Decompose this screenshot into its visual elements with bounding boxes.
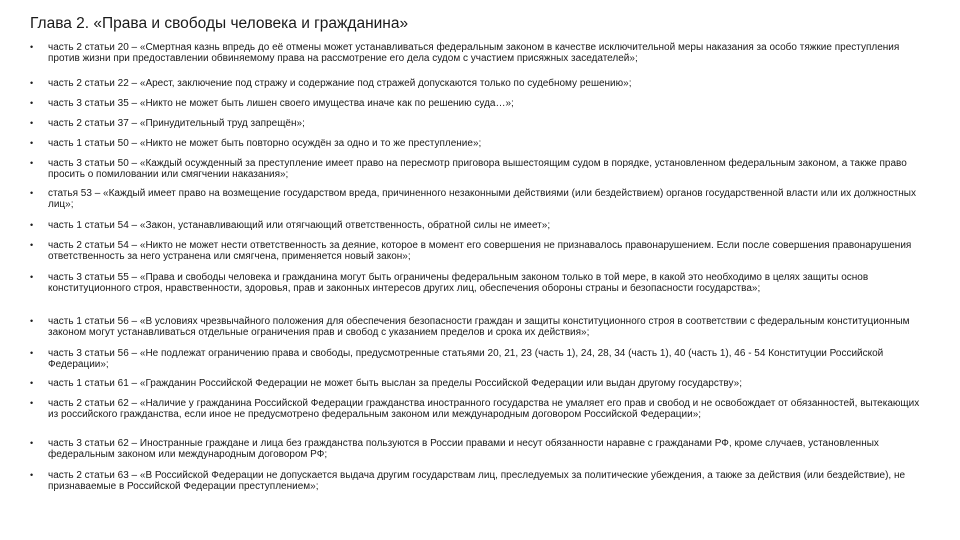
bullet-icon: •	[30, 240, 34, 250]
list-item-text: часть 3 статьи 56 – «Не подлежат ограничению права и свободы, предусмотренные статьями 20, 21, 23 (часть 1), 24, 28, 34 (часть 1), 40 (часть 1), 46 - 54 Конституции Российской Федерации»;	[48, 348, 884, 370]
list-item	[30, 78, 920, 98]
list-item	[30, 220, 920, 240]
bullet-icon: •	[30, 438, 34, 448]
article-list	[30, 42, 920, 498]
list-item	[30, 42, 920, 78]
list-item-text: часть 2 статьи 22 – «Арест, заключение под стражу и содержание под стражей допускаются только по судебному решению»;	[48, 78, 632, 89]
list-item-text: часть 1 статьи 54 – «Закон, устанавливающий или отягчающий ответственность, обратной силы не имеет»;	[48, 220, 551, 231]
list-item	[30, 240, 920, 272]
list-item-text: часть 1 статьи 61 – «Гражданин Российской Федерации не может быть выслан за пределы Российской Федерации или выдан другому государству»;	[48, 378, 742, 389]
list-item-text: часть 2 статьи 54 – «Никто не может нести ответственность за деяние, которое в момент его совершения не признавалось правонарушением. Если после совершения правонарушения ответственность за него устранена или смягчена, применяется новый закон»;	[48, 240, 912, 262]
bullet-icon: •	[30, 272, 34, 282]
bullet-icon: •	[30, 220, 34, 230]
list-item	[30, 188, 920, 220]
list-item-text: часть 1 статьи 56 – «В условиях чрезвычайного положения для обеспечения безопасности граждан и защиты конституционного строя в соответствии с федеральным конституционным законом могут устанавливаться отдельные ограничения прав и свобод с указанием пределов и срока их действия»;	[48, 316, 910, 338]
bullet-icon: •	[30, 316, 34, 326]
list-item-text: часть 3 статьи 50 – «Каждый осужденный за преступление имеет право на пересмотр приговора вышестоящим судом в порядке, установленном федеральным законом, а также право просить о помиловании или смягчении наказания»;	[48, 158, 907, 180]
bullet-icon: •	[30, 78, 34, 88]
list-item	[30, 438, 920, 470]
bullet-icon: •	[30, 188, 34, 198]
bullet-icon: •	[30, 398, 34, 408]
list-item-text: часть 2 статьи 63 – «В Российской Федерации не допускается выдача другим государствам лиц, преследуемых за политические убеждения, а также за действия (или бездействие), не признаваемые в Российской Федерации преступлением»;	[48, 470, 906, 492]
list-item	[30, 470, 920, 498]
list-item	[30, 316, 920, 348]
list-item	[30, 98, 920, 118]
list-item-text: часть 3 статьи 55 – «Права и свободы человека и гражданина могут быть ограничены федеральным законом только в той мере, в какой это необходимо в целях защиты основ конституционного строя, нравственности, здоровья, прав и законных интересов других лиц, обеспечения обороны страны и безопасности государства»;	[48, 272, 869, 294]
list-item-text: статья 53 – «Каждый имеет право на возмещение государством вреда, причиненного незаконными действиями (или бездействием) органов государственной власти или их должностных лиц»;	[48, 188, 916, 210]
list-item	[30, 348, 920, 378]
bullet-icon: •	[30, 118, 34, 128]
bullet-icon: •	[30, 158, 34, 168]
bullet-icon: •	[30, 378, 34, 388]
list-item	[30, 118, 920, 138]
list-item-text: часть 2 статьи 37 – «Принудительный труд запрещён»;	[48, 118, 305, 129]
list-item	[30, 272, 920, 316]
list-item	[30, 138, 920, 158]
list-item	[30, 378, 920, 398]
list-item	[30, 398, 920, 438]
list-item	[30, 158, 920, 188]
list-item-text: часть 3 статьи 35 – «Никто не может быть лишен своего имущества иначе как по решению суда…»;	[48, 98, 514, 109]
bullet-icon: •	[30, 98, 34, 108]
list-item-text: часть 2 статьи 62 – «Наличие у гражданина Российской Федерации гражданства иностранного государства не умаляет его прав и свобод и не освобождает от обязанностей, вытекающих из российского гражданства, если иное не предусмотрено федеральным законом или международным договором Российской Федерации»;	[48, 398, 920, 420]
list-item-text: часть 2 статьи 20 – «Смертная казнь впредь до её отмены может устанавливаться федеральным законом в качестве исключительной меры наказания за особо тяжкие преступления против жизни при предоставлении обвиняемому права на рассмотрение его дела судом с участием присяжных заседателей»;	[48, 42, 900, 64]
bullet-icon: •	[30, 348, 34, 358]
list-item-text: часть 3 статьи 62 – Иностранные граждане и лица без гражданства пользуются в России правами и несут обязанности наравне с гражданами РФ, кроме случаев, установленных федеральным законом или международным договором РФ;	[48, 438, 879, 460]
list-item-text: часть 1 статьи 50 – «Никто не может быть повторно осуждён за одно и то же преступление»;	[48, 138, 482, 149]
bullet-icon: •	[30, 138, 34, 148]
slide-title: Глава 2. «Права и свободы человека и гражданина»	[30, 15, 409, 32]
bullet-icon: •	[30, 470, 34, 480]
bullet-icon: •	[30, 42, 34, 52]
